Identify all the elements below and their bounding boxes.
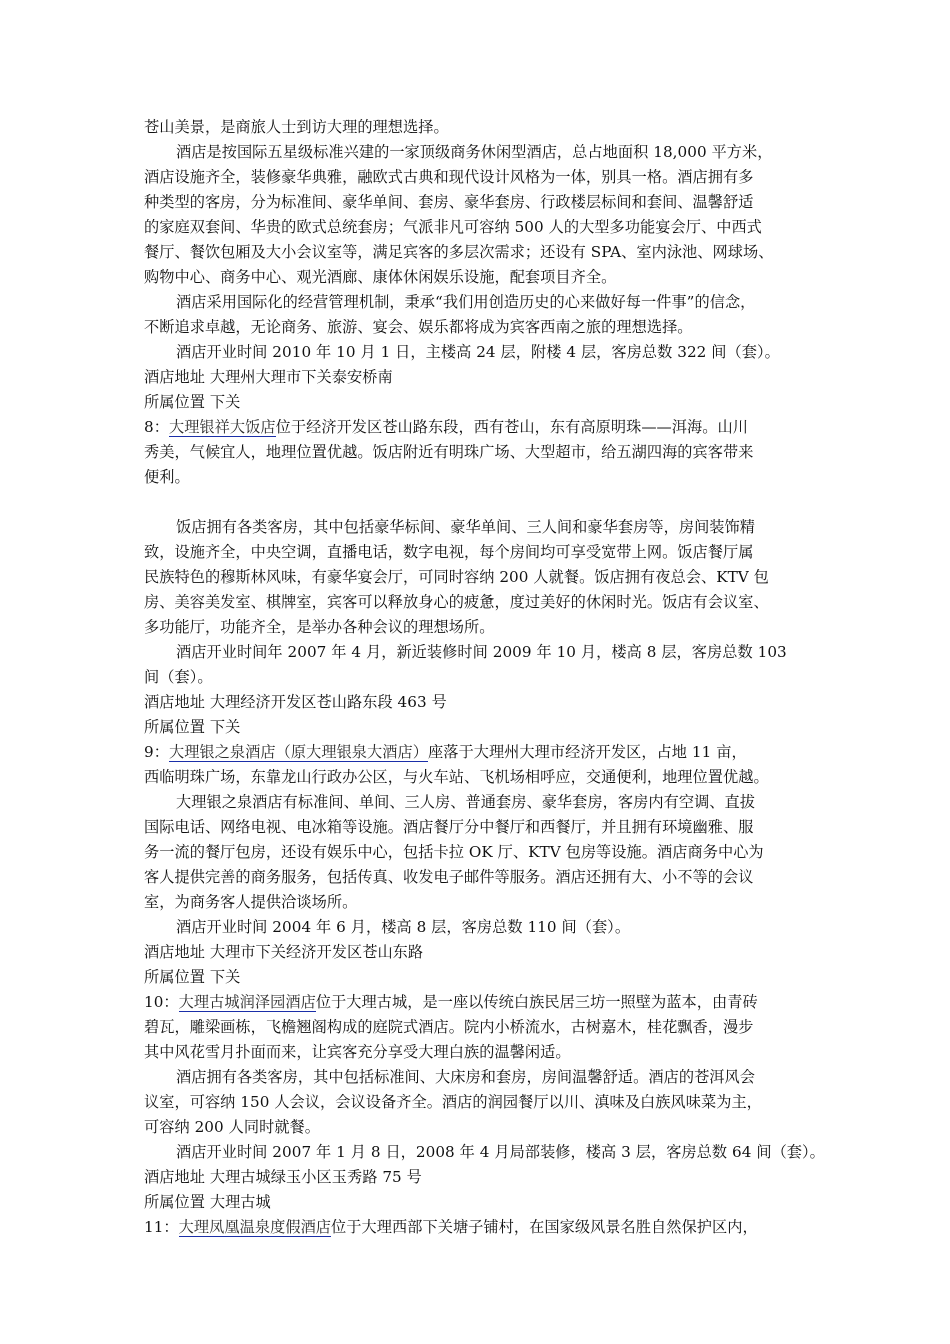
text-line: 购物中心、商务中心、观光酒廊、康体休闲娱乐设施，配套项目齐全。 <box>144 268 617 286</box>
text-line: 可容纳 200 人同时就餐。 <box>144 1118 321 1136</box>
hotel-entry-line: 10：大理古城润泽园酒店位于大理古城，是一座以传统白族民居三坊一照壁为蓝本，由青砖 <box>144 993 758 1011</box>
text-line: 西临明珠广场，东靠龙山行政办公区，与火车站、飞机场相呼应，交通便利，地理位置优越。 <box>144 768 769 786</box>
text-line: 餐厅、餐饮包厢及大小会议室等，满足宾客的多层次需求；还设有 SPA、室内泳池、网球场、 <box>144 243 774 261</box>
text-line: 多功能厅，功能齐全，是举办各种会议的理想场所。 <box>144 618 495 636</box>
address-line: 酒店地址 大理经济开发区苍山路东段 463 号 <box>144 693 447 711</box>
text-line: 碧瓦，雕梁画栋，飞檐翘阁构成的庭院式酒店。院内小桥流水，古树嘉木，桂花飘香，漫步 <box>144 1018 754 1036</box>
text-line: 议室，可容纳 150 人会议，会议设备齐全。酒店的润园餐厅以川、滇味及白族风味菜为主， <box>144 1093 762 1111</box>
location-line: 所属位置 下关 <box>144 393 241 411</box>
text-line: 客人提供完善的商务服务，包括传真、收发电子邮件等服务。酒店还拥有大、小不等的会议 <box>144 868 754 886</box>
text-line: 苍山美景，是商旅人士到访大理的理想选择。 <box>144 118 449 136</box>
hotel-link-yinzhiquan[interactable]: 大理银之泉酒店（原大理银泉大酒店） <box>168 743 428 761</box>
text-line: 国际电话、网络电视、电冰箱等设施。酒店餐厅分中餐厅和西餐厅，并且拥有环境幽雅、服 <box>144 818 754 836</box>
text-line: 民族特色的穆斯林风味，有豪华宴会厅，可同时容纳 200 人就餐。饭店拥有夜总会、KTV 包 <box>144 568 769 586</box>
text-line: 酒店采用国际化的经营管理机制，秉承“我们用创造历史的心来做好每一件事”的信念， <box>176 293 756 311</box>
text-line: 酒店开业时间年 2007 年 4 月，新近装修时间 2009 年 10 月，楼高 8 层，客房总数 103 <box>176 643 787 661</box>
text-line: 酒店设施齐全，装修豪华典雅，融欧式古典和现代设计风格为一体，别具一格。酒店拥有多 <box>144 168 754 186</box>
hotel-entry-line: 8：大理银祥大饭店位于经济开发区苍山路东段，西有苍山，东有高原明珠——洱海。山川 <box>144 418 748 436</box>
hotel-entry-line: 11：大理凤凰温泉度假酒店位于大理西部下关塘子铺村，在国家级风景名胜自然保护区内， <box>144 1218 758 1236</box>
entry-number: 10： <box>144 993 179 1011</box>
location-line: 所属位置 下关 <box>144 968 241 986</box>
text-line: 便利。 <box>144 468 190 486</box>
hotel-link-runzeyuan[interactable]: 大理古城润泽园酒店 <box>178 993 316 1011</box>
text-line: 间（套）。 <box>144 668 213 686</box>
text-line: 房、美容美发室、棋牌室，宾客可以释放身心的疲惫，度过美好的休闲时光。饭店有会议室、 <box>144 593 769 611</box>
text-line: 室，为商务客人提供洽谈场所。 <box>144 893 358 911</box>
text-line: 酒店开业时间 2010 年 10 月 1 日，主楼高 24 层，附楼 4 层，客房总数 322 间（套）。 <box>176 343 780 361</box>
text-line: 饭店拥有各类客房，其中包括豪华标间、豪华单间、三人间和豪华套房等，房间装饰精 <box>176 518 756 536</box>
text-line: 酒店拥有各类客房，其中包括标准间、大床房和套房，房间温馨舒适。酒店的苍洱风会 <box>176 1068 756 1086</box>
text-line: 不断追求卓越，无论商务、旅游、宴会、娱乐都将成为宾客西南之旅的理想选择。 <box>144 318 693 336</box>
text-line: 酒店开业时间 2007 年 1 月 8 日，2008 年 4 月局部装修，楼高 3 层，客房总数 64 间（套）。 <box>176 1143 825 1161</box>
address-line: 酒店地址 大理州大理市下关泰安桥南 <box>144 368 393 386</box>
entry-number: 9： <box>144 743 169 761</box>
entry-number: 8： <box>144 418 169 436</box>
address-line: 酒店地址 大理市下关经济开发区苍山东路 <box>144 943 424 961</box>
text-line: 大理银之泉酒店有标准间、单间、三人房、普通套房、豪华套房，客房内有空调、直拔 <box>176 793 756 811</box>
text-line: 致，设施齐全，中央空调，直播电话，数字电视，每个房间均可享受宽带上网。饭店餐厅属 <box>144 543 754 561</box>
text-line: 其中风花雪月扑面而来，让宾客充分享受大理白族的温馨闲适。 <box>144 1043 571 1061</box>
text-line: 酒店是按国际五星级标准兴建的一家顶级商务休闲型酒店，总占地面积 18,000 平方米， <box>176 143 773 161</box>
text-line: 的家庭双套间、华贵的欧式总统套房；气派非凡可容纳 500 人的大型多功能宴会厅、中西式 <box>144 218 762 236</box>
location-line: 所属位置 下关 <box>144 718 241 736</box>
text-line: 务一流的餐厅包房，还设有娱乐中心，包括卡拉 OK 厅、KTV 包房等设施。酒店商务中心为 <box>144 843 764 861</box>
location-line: 所属位置 大理古城 <box>144 1193 271 1211</box>
text-line: 酒店开业时间 2004 年 6 月，楼高 8 层，客房总数 110 间（套）。 <box>176 918 631 936</box>
address-line: 酒店地址 大理古城绿玉小区玉秀路 75 号 <box>144 1168 422 1186</box>
hotel-link-fenghuang[interactable]: 大理凤凰温泉度假酒店 <box>178 1218 332 1236</box>
hotel-entry-line: 9：大理银之泉酒店（原大理银泉大酒店）座落于大理州大理市经济开发区，占地 11 亩， <box>144 743 747 761</box>
text-line: 种类型的客房，分为标准间、豪华单间、套房、豪华套房、行政楼层标间和套间、温馨舒适 <box>144 193 754 211</box>
hotel-link-yinxiang[interactable]: 大理银祥大饭店 <box>168 418 276 436</box>
entry-number: 11： <box>144 1218 179 1236</box>
text-line: 秀美，气候宜人，地理位置优越。饭店附近有明珠广场、大型超市，给五湖四海的宾客带来 <box>144 443 754 461</box>
